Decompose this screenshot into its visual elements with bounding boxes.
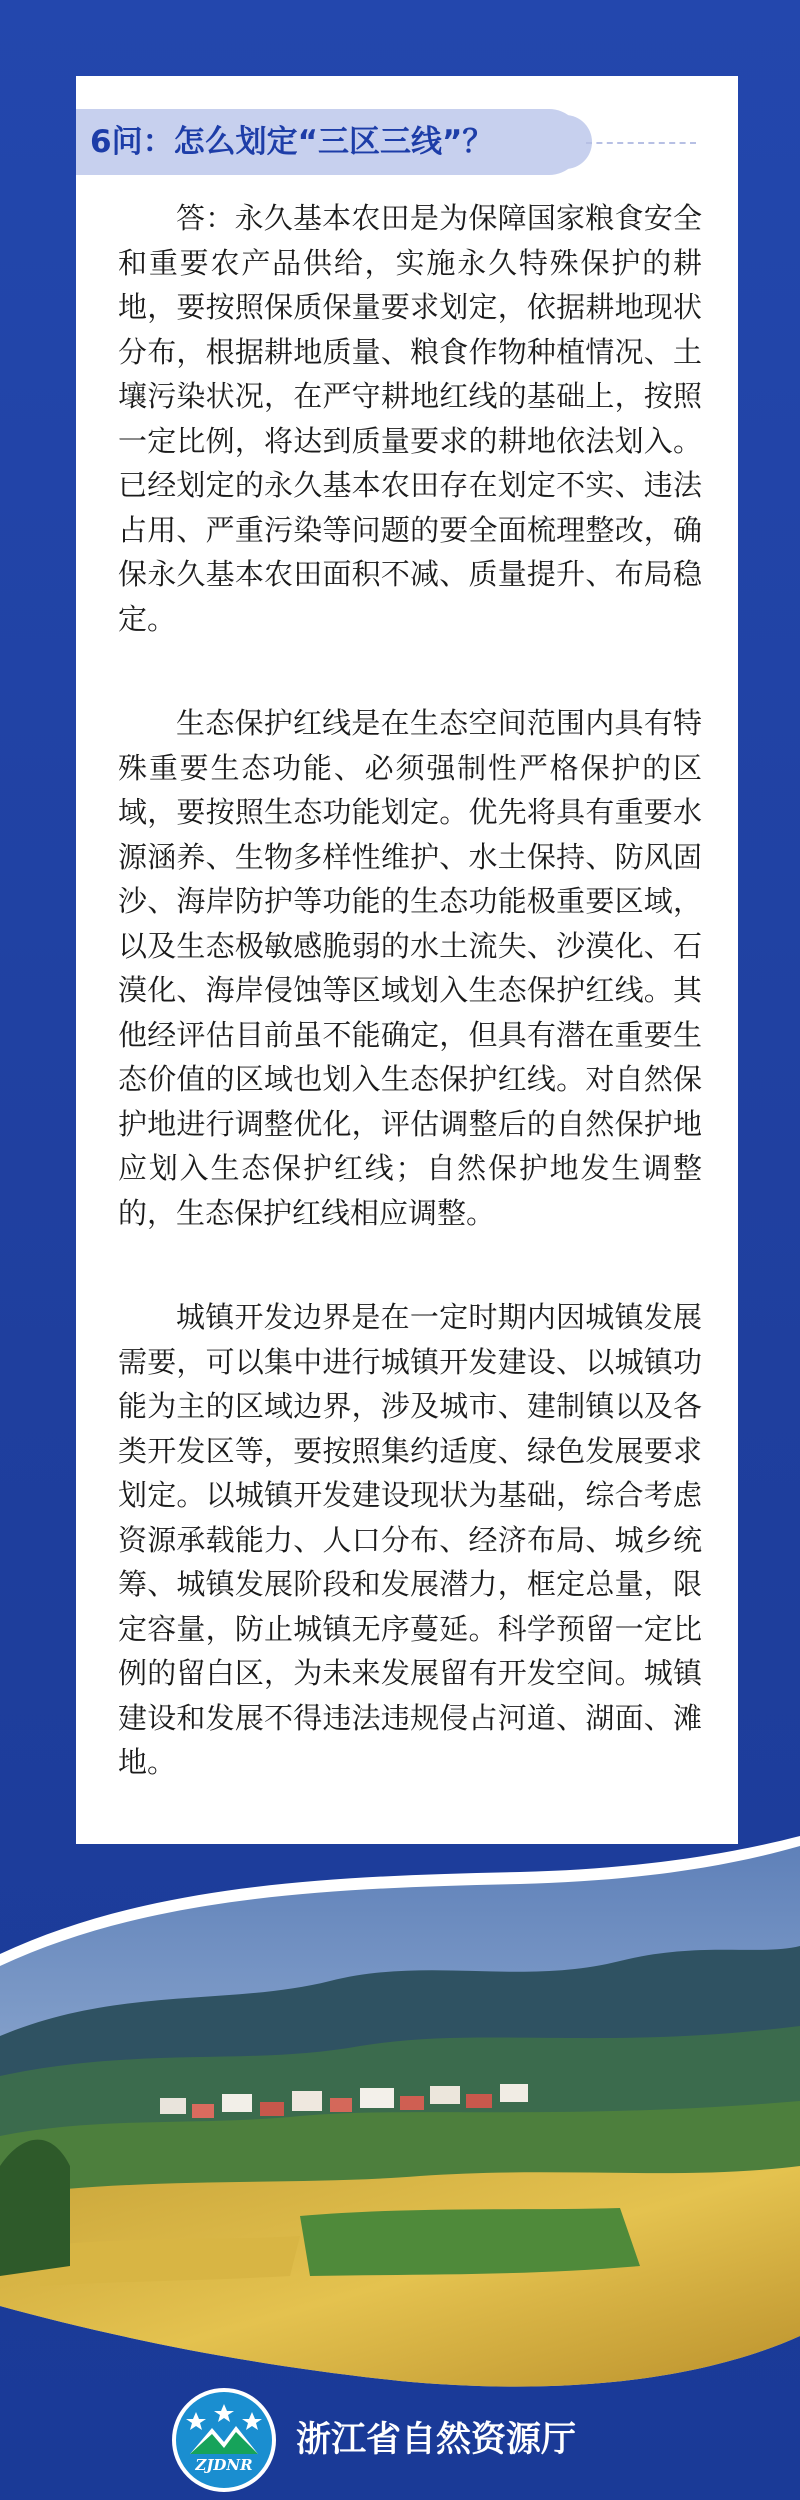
landscape-image (0, 1836, 800, 2396)
article-body (118, 196, 702, 1845)
content-card (76, 76, 738, 1844)
logo-abbreviation: ZJDNR (195, 2456, 253, 2474)
page-title: 6问：怎么划定“三区三线”？ (90, 124, 494, 160)
paragraph-farmland: 答：永久基本农田是为保障国家粮食安全和重要农产品供给，实施永久特殊保护的耕地，要按照保质保量要求划定，依据耕地现状分布，根据耕地质量、粮食作物种植情况、土壤污染状况，在严守耕地红线的基础上，按照一定比例，将达到质量要求的耕地依法划入。已经划定的永久基本农田存在划定不实、违法占用、严重污染等问题的要全面梳理整改，确保永久基本农田面积不减、质量提升、布局稳定。 (118, 201, 702, 636)
mountain-logo-icon (172, 2388, 276, 2492)
paragraph-urban: 城镇开发边界是在一定时期内因城镇发展需要，可以集中进行城镇开发建设、以城镇功能为主的区域边界，涉及城市、建制镇以及各类开发区等，要按照集约适度、绿色发展要求划定。以城镇开发建设现状为基础，综合考虑资源承载能力、人口分布、经济布局、城乡统筹、城镇发展阶段和发展潜力，框定总量，限定容量，防止城镇无序蔓延。科学预留一定比例的留白区，为未来发展留有开发空间。城镇建设和发展不得违法违规侵占河道、湖面、滩地。 (118, 1300, 702, 1779)
title-divider (586, 142, 696, 144)
paragraph-ecology: 生态保护红线是在生态空间范围内具有特殊重要生态功能、必须强制性严格保护的区域，要按照生态功能划定。优先将具有重要水源涵养、生物多样性维护、水土保持、防风固沙、海岸防护等功能的生态功能极重要区域，以及生态极敏感脆弱的水土流失、沙漠化、石漠化、海岸侵蚀等区域划入生态保护红线。其他经评估目前虽不能确定，但具有潜在重要生态价值的区域也划入生态保护红线。对自然保护地进行调整优化，评估调整后的自然保护地应划入生态保护红线；自然保护地发生调整的，生态保护红线相应调整。 (118, 706, 702, 1230)
title-banner (76, 109, 582, 175)
organization-name: 浙江省自然资源厅 (296, 2420, 577, 2460)
